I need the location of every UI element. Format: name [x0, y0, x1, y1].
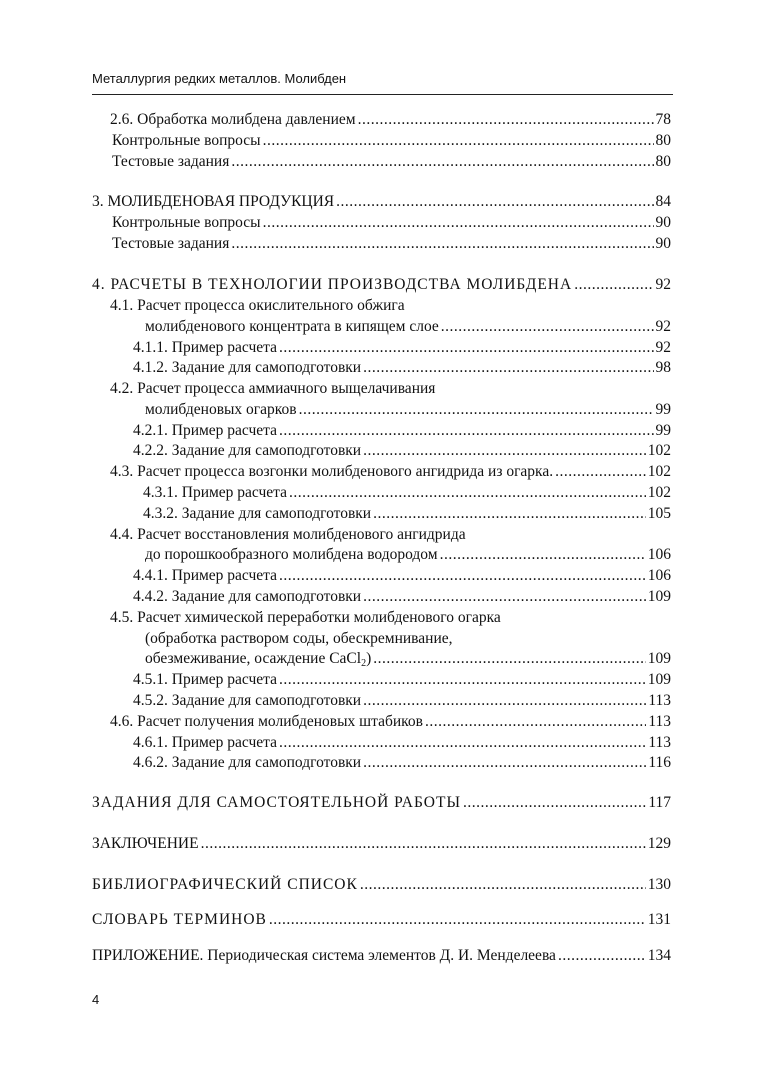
toc-entry	[110, 378, 671, 400]
dot-leader	[440, 544, 646, 566]
toc-entry-page: 99	[655, 401, 671, 418]
toc-entry	[133, 690, 671, 712]
toc-entry-title: 4.4.2. Задание для самоподготовки	[133, 588, 362, 605]
dot-leader	[363, 357, 653, 379]
toc-entry	[92, 909, 671, 931]
toc-entry	[112, 233, 671, 255]
toc-entry	[92, 833, 671, 855]
dot-leader	[555, 461, 646, 483]
toc-entry-page: 109	[647, 588, 671, 605]
toc-entry-title: Контрольные вопросы	[112, 132, 261, 149]
toc-entry	[110, 711, 671, 733]
toc-entry-title: СЛОВАРЬ ТЕРМИНОВ	[92, 911, 267, 928]
toc-entry	[110, 295, 671, 317]
toc-entry-title: до порошкообразного молибдена водородом	[145, 546, 438, 563]
dot-leader	[373, 648, 646, 670]
toc-entry-page: 92	[655, 339, 671, 356]
toc-entry-page: 102	[647, 442, 671, 459]
running-header: Металлургия редких металлов. Молибден	[92, 71, 347, 86]
toc-entry	[133, 565, 671, 587]
toc-entry-title: 4. РАСЧЕТЫ В ТЕХНОЛОГИИ ПРОИЗВОДСТВА МОЛИБДЕНА	[92, 276, 573, 293]
toc-entry	[143, 503, 671, 525]
toc-entry-title: 4.6.1. Пример расчета	[133, 734, 278, 751]
dot-leader	[263, 130, 654, 152]
toc-entry-title: молибденовых огарков	[145, 401, 297, 418]
toc-entry-page: 113	[648, 713, 671, 730]
toc-entry	[92, 792, 671, 814]
dot-leader	[279, 420, 653, 442]
dot-leader	[279, 565, 646, 587]
toc-entry-title-text: обезмеживание, осаждение CaCl	[145, 650, 362, 667]
dot-leader	[279, 669, 646, 691]
toc-entry-title: 4.6.2. Задание для самоподготовки	[133, 754, 362, 771]
toc-entry-page: 109	[647, 671, 671, 688]
toc-entry	[133, 732, 671, 754]
toc-entry-page: 130	[647, 876, 671, 893]
toc-entry-title: 4.2.1. Пример расчета	[133, 422, 278, 439]
dot-leader	[201, 833, 646, 855]
toc-entry	[110, 109, 671, 131]
toc-entry-page: 117	[648, 794, 671, 811]
dot-leader	[574, 274, 653, 296]
toc-entry-title: Тестовые задания	[112, 153, 230, 170]
toc-entry-page: 116	[648, 754, 671, 771]
toc-entry	[92, 874, 671, 896]
toc-entry-page: 92	[655, 318, 671, 335]
toc-entry-title: 4.3.2. Задание для самоподготовки	[143, 505, 372, 522]
closing-paren: )	[366, 650, 372, 667]
dot-leader	[463, 792, 646, 814]
toc-entry-page: 84	[655, 193, 671, 210]
toc-entry-title: ЗАКЛЮЧЕНИЕ	[92, 835, 199, 852]
toc-entry	[133, 440, 671, 462]
toc-entry-title: (обработка раствором соды, обескремнивание,	[145, 630, 453, 647]
toc-entry	[92, 945, 671, 967]
toc-entry	[133, 337, 671, 359]
toc-entry-page: 90	[655, 214, 671, 231]
dot-leader	[289, 482, 646, 504]
toc-entry-title: 4.1. Расчет процесса окислительного обжига	[110, 297, 405, 314]
toc-entry-page: 105	[647, 505, 671, 522]
toc-entry-page: 90	[655, 235, 671, 252]
dot-leader	[269, 909, 646, 931]
toc-entry-title: 4.2. Расчет процесса аммиачного выщелачивания	[110, 380, 436, 397]
dot-leader	[363, 586, 646, 608]
toc-entry-title: 4.1.2. Задание для самоподготовки	[133, 359, 362, 376]
toc-entry	[112, 151, 671, 173]
toc-entry-page: 98	[655, 359, 671, 376]
toc-entry	[92, 191, 671, 213]
toc-entry-page: 80	[655, 153, 671, 170]
page-number: 4	[92, 992, 100, 1007]
toc-entry	[145, 316, 671, 338]
toc-entry-title: 4.5. Расчет химической переработки молибденового огарка	[110, 609, 501, 626]
toc-entry-title: молибденового концентрата в кипящем слое	[145, 318, 439, 335]
toc-entry-title: ЗАДАНИЯ ДЛЯ САМОСТОЯТЕЛЬНОЙ РАБОТЫ	[92, 794, 461, 811]
toc-entry-title: 3. МОЛИБДЕНОВАЯ ПРОДУКЦИЯ	[92, 193, 335, 210]
subscript: 2	[361, 658, 367, 669]
toc-entry-page: 92	[655, 276, 671, 293]
toc-entry-page: 102	[647, 463, 671, 480]
toc-entry-page: 113	[648, 734, 671, 751]
toc-entry	[133, 586, 671, 608]
toc-entry-page: 131	[647, 911, 671, 928]
toc-entry-page: 99	[655, 422, 671, 439]
dot-leader	[263, 212, 654, 234]
dot-leader	[279, 337, 653, 359]
toc-entry-title: БИБЛИОГРАФИЧЕСКИЙ СПИСОК	[92, 876, 358, 893]
dot-leader	[441, 316, 654, 338]
toc-entry-title: 4.4.1. Пример расчета	[133, 567, 278, 584]
toc-entry-title: Контрольные вопросы	[112, 214, 261, 231]
dot-leader	[360, 874, 646, 896]
toc-entry-page: 78	[655, 111, 671, 128]
toc-entry	[112, 212, 671, 234]
toc-entry-title: 4.1.1. Пример расчета	[133, 339, 278, 356]
toc-entry	[110, 524, 671, 546]
dot-leader	[363, 690, 646, 712]
toc-entry	[133, 357, 671, 379]
toc-entry	[112, 130, 671, 152]
toc-entry-title: 4.4. Расчет восстановления молибденового ангидрида	[110, 526, 466, 543]
dot-leader	[363, 752, 646, 774]
toc-entry-page: 113	[648, 692, 671, 709]
toc-entry	[133, 752, 671, 774]
toc-entry-page: 106	[647, 546, 671, 563]
dot-leader	[363, 440, 646, 462]
dot-leader	[558, 945, 646, 967]
toc-entry-title: 4.5.1. Пример расчета	[133, 671, 278, 688]
toc-entry-page: 129	[647, 835, 671, 852]
toc-entry	[110, 461, 671, 483]
toc-entry	[145, 628, 671, 650]
toc-entry-title: 4.3. Расчет процесса возгонки молибденового ангидрида из огарка.	[110, 463, 554, 480]
toc-entry	[145, 399, 671, 421]
toc-entry	[92, 274, 671, 296]
toc-entry-title: 4.3.1. Пример расчета	[143, 484, 288, 501]
toc-entry-title: 2.6. Обработка молибдена давлением	[110, 111, 356, 128]
dot-leader	[425, 711, 646, 733]
dot-leader	[231, 151, 653, 173]
toc-entry-page: 80	[655, 132, 671, 149]
toc-entry-title: 4.5.2. Задание для самоподготовки	[133, 692, 362, 709]
dot-leader	[299, 399, 654, 421]
toc-entry-title: 4.6. Расчет получения молибденовых штабиков	[110, 713, 423, 730]
toc-entry-page: 102	[647, 484, 671, 501]
toc-entry	[133, 669, 671, 691]
dot-leader	[358, 109, 654, 131]
toc-entry-page: 106	[647, 567, 671, 584]
toc-entry	[145, 648, 671, 670]
toc-entry	[133, 420, 671, 442]
toc-entry-title: ПРИЛОЖЕНИЕ. Периодическая система элементов Д. И. Менделеева	[92, 947, 556, 964]
dot-leader	[373, 503, 646, 525]
dot-leader	[336, 191, 653, 213]
toc-entry-title: 4.2.2. Задание для самоподготовки	[133, 442, 362, 459]
toc-entry	[143, 482, 671, 504]
toc-entry-page: 109	[647, 650, 671, 667]
toc-entry	[110, 607, 671, 629]
dot-leader	[279, 732, 646, 754]
toc-entry	[145, 544, 671, 566]
toc-entry-title: Тестовые задания	[112, 235, 230, 252]
toc-entry-page: 134	[647, 947, 671, 964]
dot-leader	[231, 233, 653, 255]
